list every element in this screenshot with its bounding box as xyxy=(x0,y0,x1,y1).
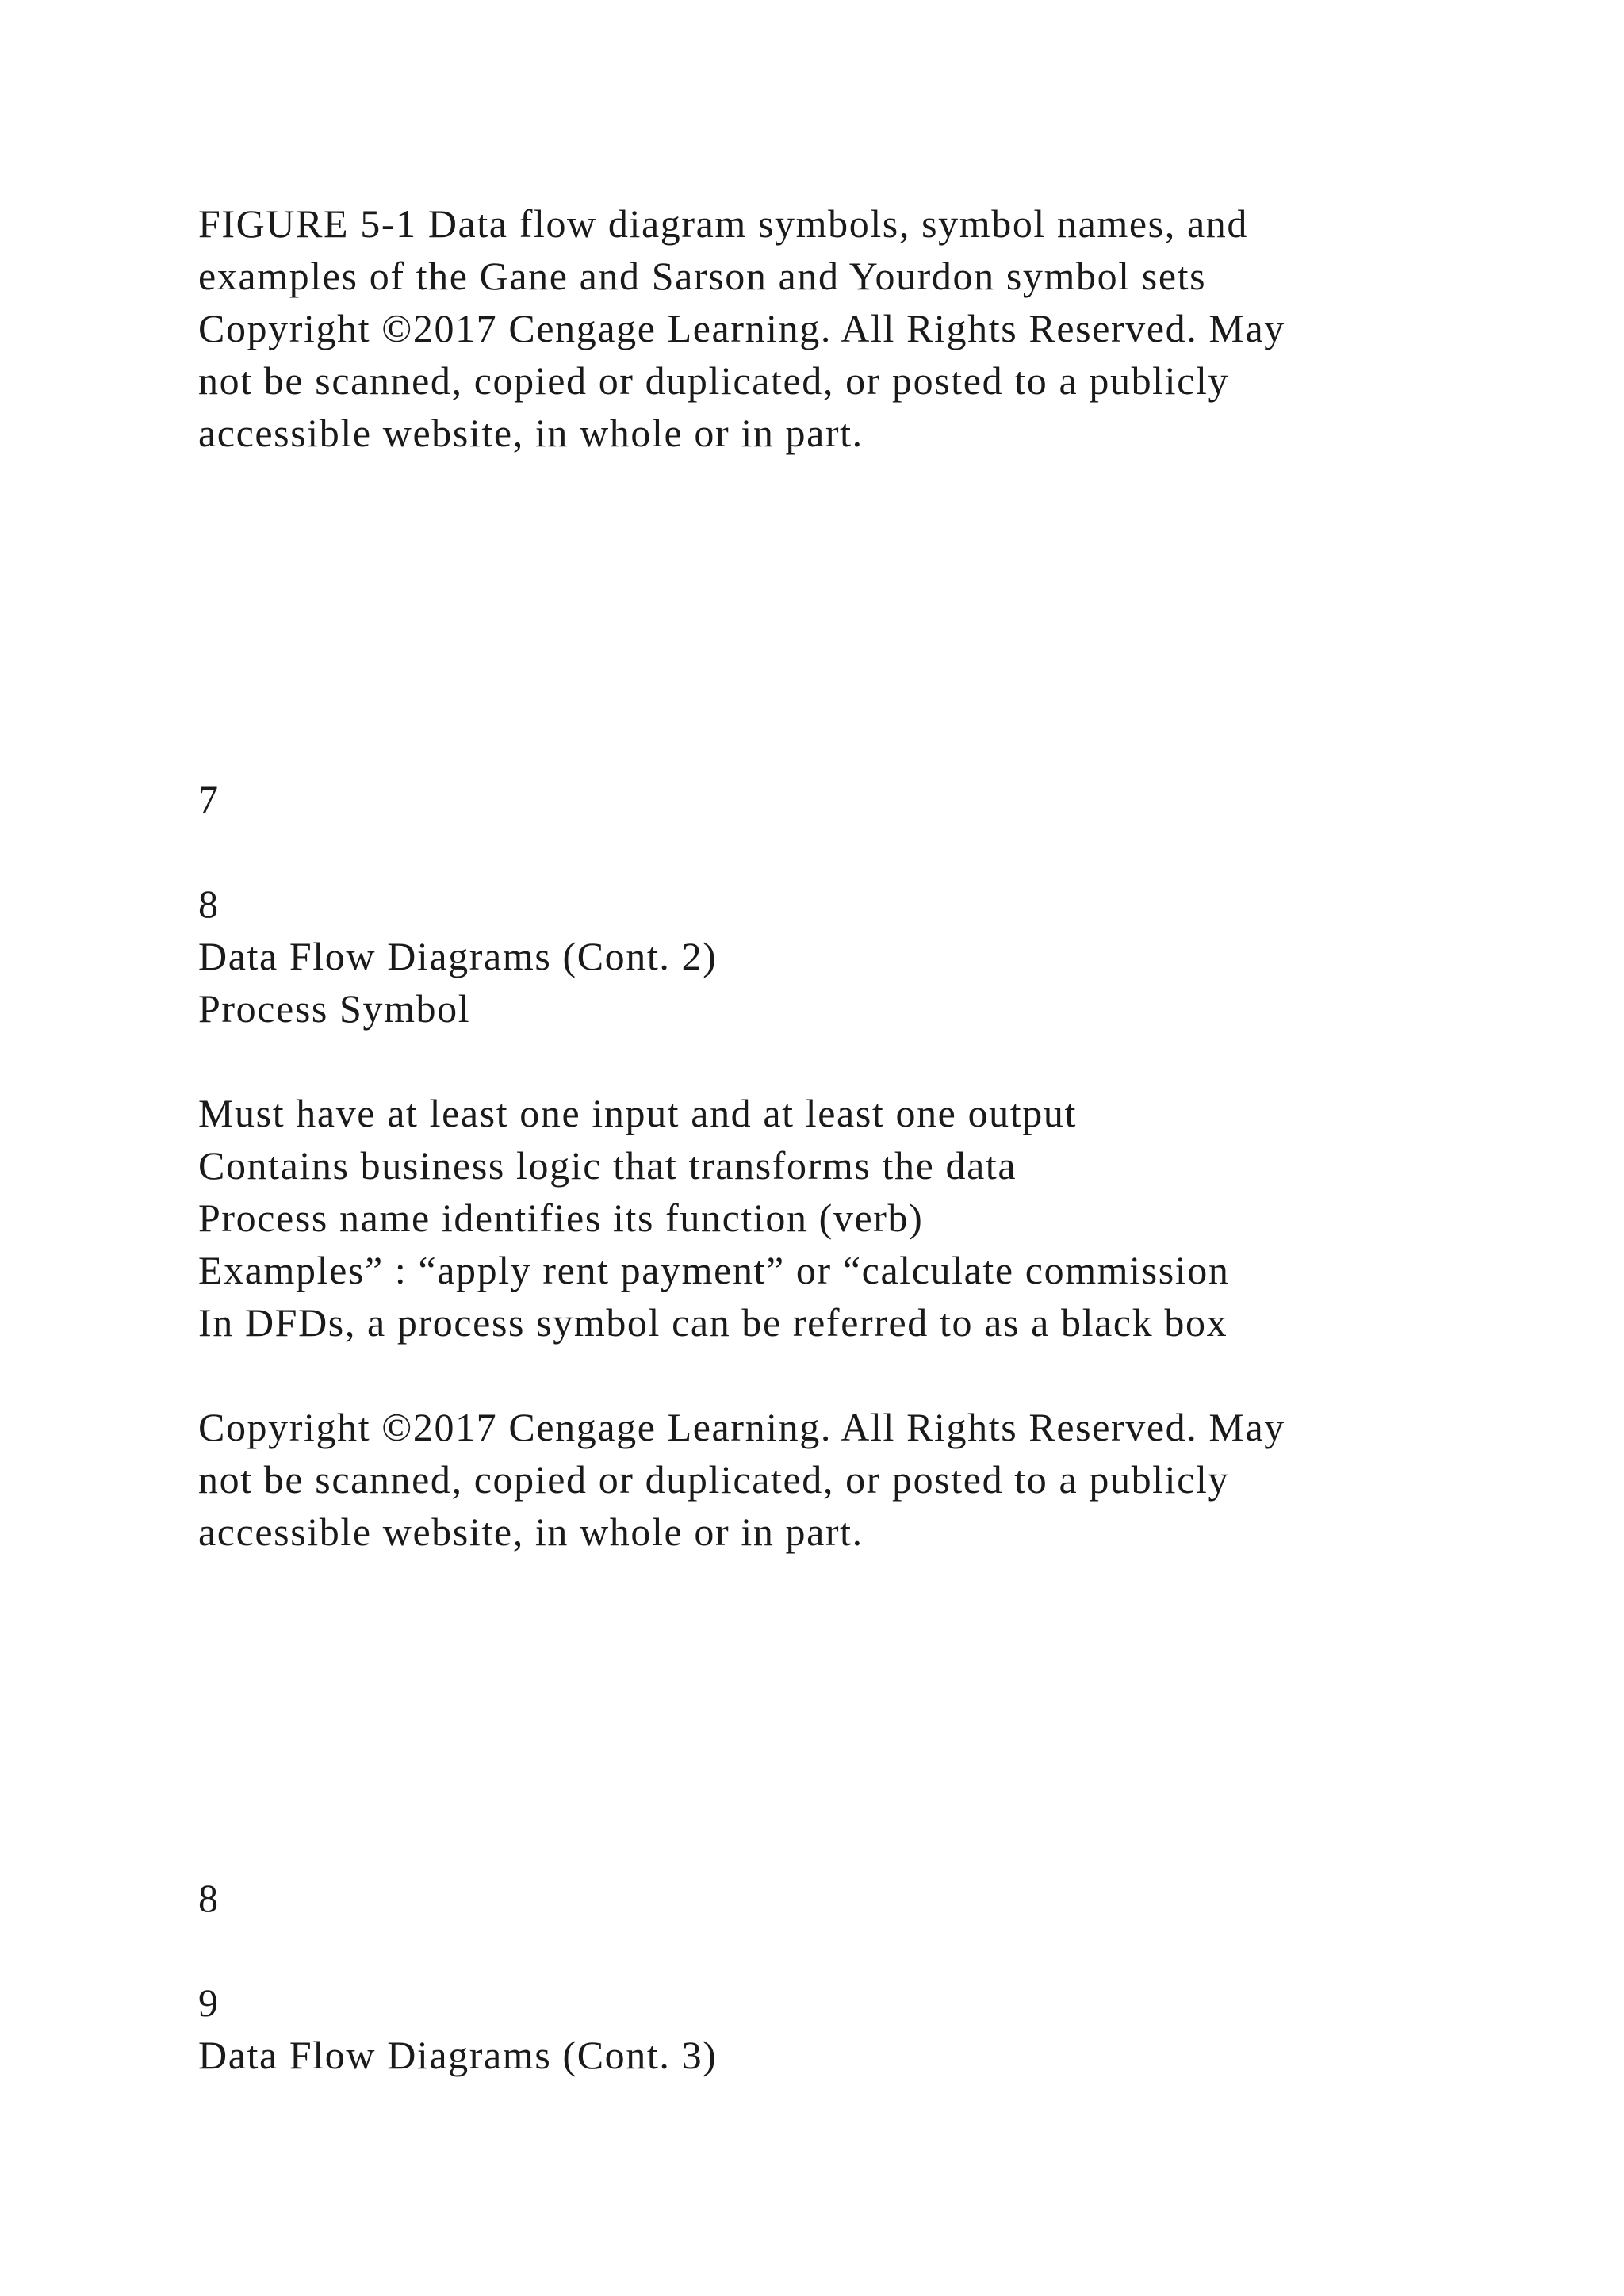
section-title: Data Flow Diagrams (Cont. 3) xyxy=(198,2033,718,2077)
page-number: 9 xyxy=(198,1980,220,2025)
section-title: Data Flow Diagrams (Cont. 2) xyxy=(198,934,718,978)
bullet-line: Must have at least one input and at least one output xyxy=(198,1091,1077,1135)
figure-caption-line: Copyright ©2017 Cengage Learning. All Rights Reserved. May xyxy=(198,306,1285,350)
section-subtitle: Process Symbol xyxy=(198,986,471,1031)
page-number: 7 xyxy=(198,777,220,821)
page-number: 8 xyxy=(198,882,220,926)
copyright-line: Copyright ©2017 Cengage Learning. All Rights Reserved. May xyxy=(198,1405,1285,1449)
page-number: 8 xyxy=(198,1876,220,1920)
bullet-line: Examples” : “apply rent payment” or “calculate commission xyxy=(198,1248,1230,1292)
bullet-line: Process name identifies its function (verb) xyxy=(198,1196,924,1240)
figure-caption-line: examples of the Gane and Sarson and Yourdon symbol sets xyxy=(198,254,1207,298)
bullet-line: In DFDs, a process symbol can be referred to as a black box xyxy=(198,1300,1228,1345)
figure-caption-line: accessible website, in whole or in part. xyxy=(198,411,864,455)
copyright-line: accessible website, in whole or in part. xyxy=(198,1510,864,1554)
copyright-line: not be scanned, copied or duplicated, or posted to a publicly xyxy=(198,1457,1230,1502)
bullet-line: Contains business logic that transforms the data xyxy=(198,1143,1017,1188)
figure-caption-line: not be scanned, copied or duplicated, or posted to a publicly xyxy=(198,358,1230,403)
figure-caption-line: FIGURE 5-1 Data flow diagram symbols, symbol names, and xyxy=(198,201,1248,246)
